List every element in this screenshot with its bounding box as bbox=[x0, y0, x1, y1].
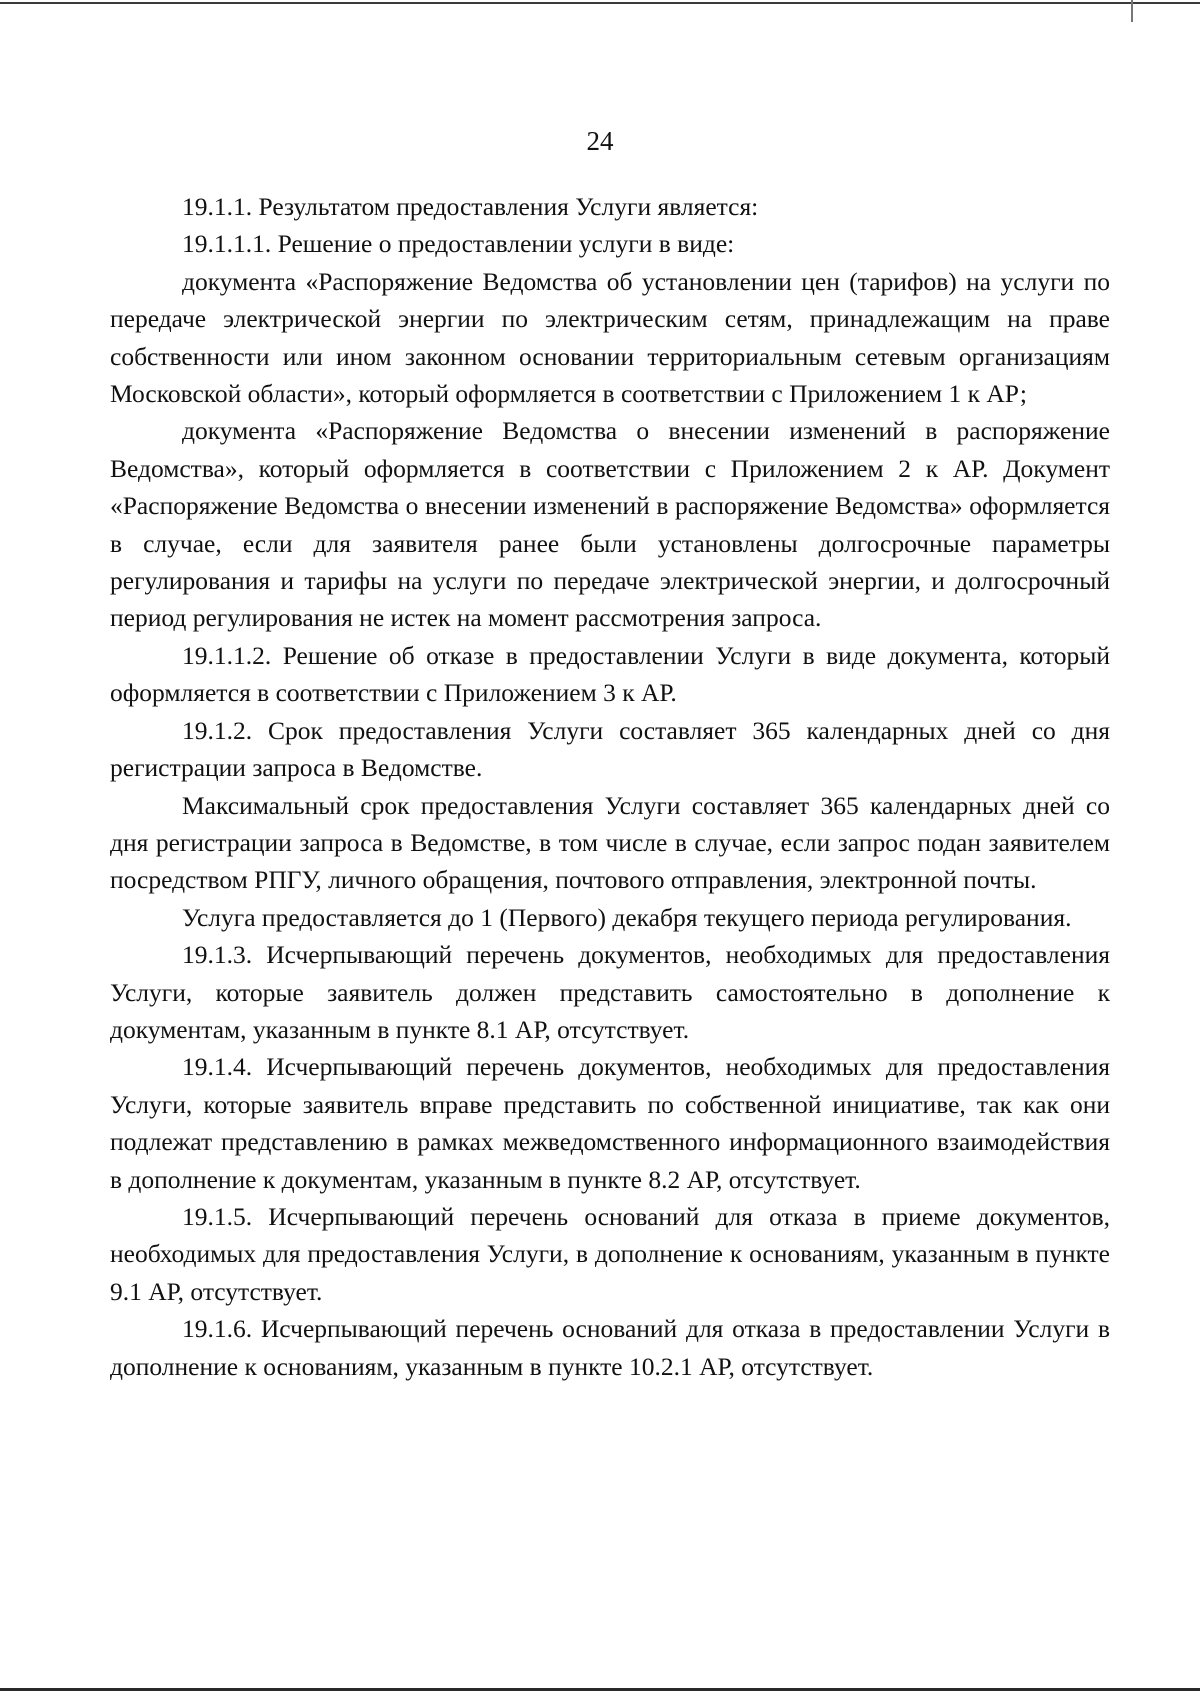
paragraph: 19.1.1.1. Решение о предоставлении услуги в виде: bbox=[182, 229, 735, 259]
document-body bbox=[110, 188, 1110, 1385]
paragraph: 19.1.5. Исчерпывающий перечень оснований для отказа в приеме документов, необходимых для предоставления Услуги, в дополнение к основаниям, указанным в пункте 9.1 АР, отсутствует. bbox=[110, 1201, 1110, 1306]
paragraph: 19.1.6. Исчерпывающий перечень оснований для отказа в предоставлении Услуги в дополнение к основаниям, указанным в пункте 10.2.1 АР, отсутствует. bbox=[110, 1314, 1110, 1381]
paragraph: Максимальный срок предоставления Услуги составляет 365 календарных дней со дня регистрации запроса в Ведомстве, в том числе в случае, если запрос подан заявителем посредством РПГУ, личного обращения, почтового отправления, электронной почты. bbox=[110, 790, 1110, 895]
paragraph: документа «Распоряжение Ведомства о внесении изменений в распоряжение Ведомства», который оформляется в соответствии с Приложением 2 к АР. Документ «Распоряжение Ведомства о внесении изменений в распоряжение Ведомства» оформляется в случае, если для заявителя ранее были установлены долгосрочные параметры регулирования и тарифы на услуги по передаче электрической энергии, и долгосрочный период регулирования не истек на момент рассмотрения запроса. bbox=[110, 416, 1110, 633]
paragraph: 19.1.1. Результатом предоставления Услуги является: bbox=[182, 192, 759, 221]
page-number: 24 bbox=[586, 126, 614, 156]
scan-edge-bottom bbox=[0, 1688, 1200, 1691]
scan-mark bbox=[1131, 0, 1133, 22]
paragraph: Услуга предоставляется до 1 (Первого) декабря текущего периода регулирования. bbox=[182, 902, 1072, 932]
paragraph: 19.1.2. Срок предоставления Услуги составляет 365 календарных дней со дня регистрации запроса в Ведомстве. bbox=[110, 715, 1110, 783]
paragraph: 19.1.4. Исчерпывающий перечень документов, необходимых для предоставления Услуги, которые заявитель вправе представить по собственной инициативе, так как они подлежат представлению в рамках межведомственного информационного взаимодействия в дополнение к документам, указанным в пункте 8.2 АР, отсутствует. bbox=[110, 1052, 1110, 1194]
paragraph: 19.1.3. Исчерпывающий перечень документов, необходимых для предоставления Услуги, которые заявитель должен представить самостоятельно в дополнение к документам, указанным в пункте 8.1 АР, отсутствует. bbox=[110, 940, 1110, 1044]
scan-edge-top bbox=[0, 2, 1200, 4]
paragraph: 19.1.1.2. Решение об отказе в предоставлении Услуги в виде документа, который оформляется в соответствии с Приложением 3 к АР. bbox=[110, 640, 1110, 708]
paragraph: документа «Распоряжение Ведомства об установлении цен (тарифов) на услуги по передаче электрической энергии по электрическим сетям, принадлежащим на праве собственности или ином законном основании территориальным сетевым организациям Московской области», который оформляется в соответствии с Приложением 1 к АР; bbox=[110, 266, 1110, 409]
